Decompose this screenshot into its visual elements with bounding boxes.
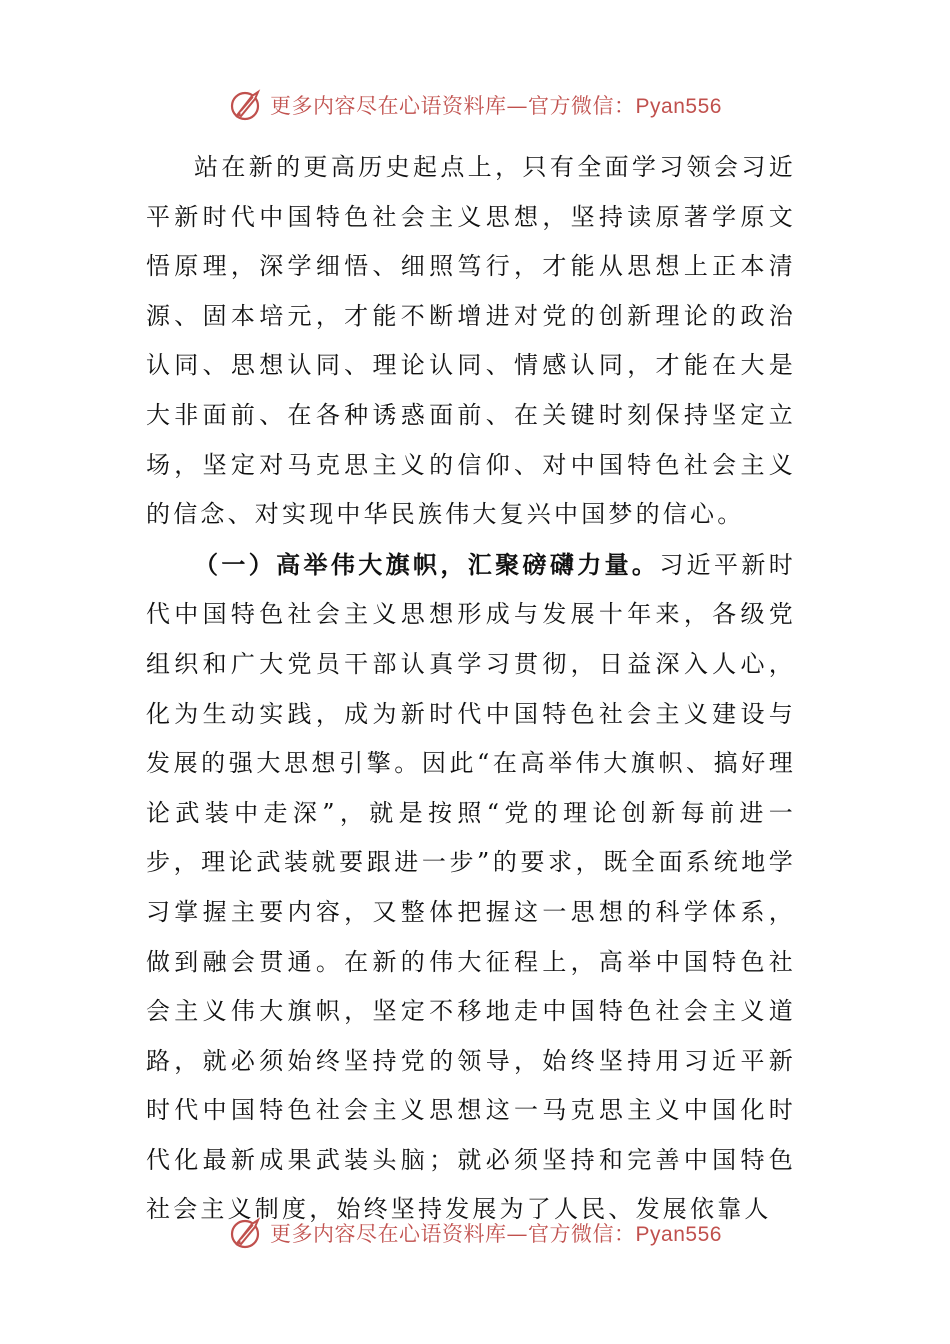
paragraph-text: 站在新的更高历史起点上，只有全面学习领会习近平新时代中国特色社会主义思想，坚持读原著学原文悟原理，深学细悟、细照笃行，才能从思想上正本清源、固本培元，才能不断增进对党的创新理论的政治认同、思想认同、理论认同、情感认同，才能在大是大非面前、在各种诱惑面前、在关键时刻保持坚定立场，坚定对马克思主义的信仰、对中国特色社会主义的信念、对实现中华民族伟大复兴中国梦的信心。 (146, 153, 796, 529)
footer-banner-text: 更多内容尽在心语资料库—官方微信：Pyan556 (270, 1222, 722, 1246)
footer-banner (0, 1208, 950, 1258)
paragraph (146, 143, 796, 540)
header-banner (0, 80, 950, 130)
quill-pen-logo-icon (228, 87, 264, 123)
quill-pen-logo-icon (228, 1215, 264, 1251)
paragraph-text: 习近平新时代中国特色社会主义思想形成与发展十年来，各级党组织和广大党员干部认真学习贯彻，日益深入人心，化为生动实践，成为新时代中国特色社会主义建设与发展的强大思想引擎。因此“在高举伟大旗帜、搞好理论武装中走深”，就是按照“党的理论创新每前进一步，理论武装就要跟进一步”的要求，既全面系统地学习掌握主要内容，又整体把握这一思想的科学体系，做到融会贯通。在新的伟大征程上，高举中国特色社会主义伟大旗帜，坚定不移地走中国特色社会主义道路，就必须始终坚持党的领导，始终坚持用习近平新时代中国特色社会主义思想这一马克思主义中国化时代化最新成果武装头脑；就必须坚持和完善中国特色社会主义制度，始终坚持发展为了人民、发展依靠人 (146, 550, 796, 1224)
header-banner-text: 更多内容尽在心语资料库—官方微信：Pyan556 (270, 94, 722, 118)
paragraph (146, 540, 796, 1235)
section-heading: （一）高举伟大旗帜，汇聚磅礴力量。 (194, 549, 660, 579)
document-body (146, 143, 796, 1235)
wechat-id: Pyan556 (635, 1223, 722, 1246)
wechat-id: Pyan556 (635, 95, 722, 118)
